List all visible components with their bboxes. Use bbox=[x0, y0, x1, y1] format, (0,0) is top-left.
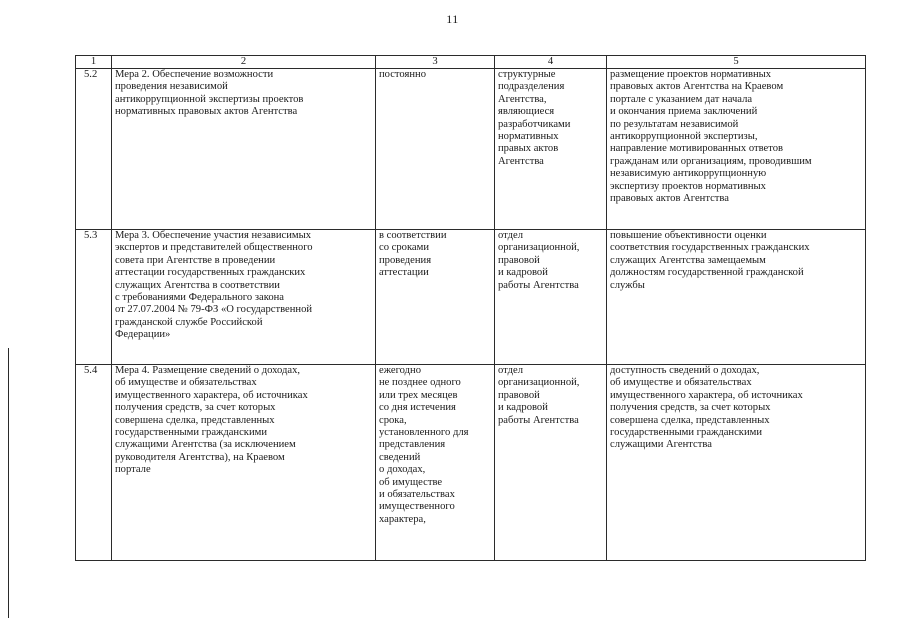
table-row bbox=[76, 365, 866, 561]
table-row bbox=[76, 230, 866, 365]
row-number: 5.3 bbox=[76, 230, 112, 365]
term-cell: постоянно bbox=[376, 69, 495, 230]
result-cell: повышение объективности оценки соответствия государственных гражданских служащих Агентства замещаемым должностям государственной гражданской службы bbox=[607, 230, 866, 365]
scan-margin-line bbox=[8, 348, 9, 618]
responsible-cell: отдел организационной, правовой и кадровой работы Агентства bbox=[495, 230, 607, 365]
responsible-cell: структурные подразделения Агентства, являющиеся разработчиками нормативных правых актов Агентства bbox=[495, 69, 607, 230]
term-cell: в соответствии со сроками проведения аттестации bbox=[376, 230, 495, 365]
row-number: 5.4 bbox=[76, 365, 112, 561]
header-row bbox=[76, 56, 866, 69]
result-cell: доступность сведений о доходах, об имуществе и обязательствах имущественного характера, об источниках получения средств, за счет которых совершена сделка, представленных государственными гражданскими служащими Агентства bbox=[607, 365, 866, 561]
responsible-cell: отдел организационной, правовой и кадровой работы Агентства bbox=[495, 365, 607, 561]
result-cell: размещение проектов нормативных правовых актов Агентства на Краевом портале с указанием дат начала и окончания приема заключений по результатам независимой антикоррупционной экспертизы, направление мотивированных ответов гражданам или организациям, проводившим независимую антикоррупционную экспертизу проектов нормативных правовых актов Агентства bbox=[607, 69, 866, 230]
term-cell: ежегодно не позднее одного или трех месяцев со дня истечения срока, установленного для представления сведений о доходах, об имуществе и обязательствах имущественного характера, bbox=[376, 365, 495, 561]
header-col-4: 4 bbox=[495, 56, 607, 69]
table-row bbox=[76, 69, 866, 230]
header-col-1: 1 bbox=[76, 56, 112, 69]
measure-cell: Мера 3. Обеспечение участия независимых экспертов и представителей общественного совета при Агентстве в проведении аттестации государственных гражданских служащих Агентства в соответствии с требованиями Федерального закона от 27.07.2004 № 79-ФЗ «О государственной гражданской службе Российской Федерации» bbox=[112, 230, 376, 365]
measure-cell: Мера 4. Размещение сведений о доходах, об имуществе и обязательствах имущественного характера, об источниках получения средств, за счет которых совершена сделка, представленных государственными гражданскими служащими Агентства (за исключением руководителя Агентства), на Краевом портале bbox=[112, 365, 376, 561]
header-col-2: 2 bbox=[112, 56, 376, 69]
header-col-5: 5 bbox=[607, 56, 866, 69]
measures-table bbox=[75, 55, 866, 561]
measure-cell: Мера 2. Обеспечение возможности проведения независимой антикоррупционной экспертизы проектов нормативных правовых актов Агентства bbox=[112, 69, 376, 230]
header-col-3: 3 bbox=[376, 56, 495, 69]
row-number: 5.2 bbox=[76, 69, 112, 230]
page-number: 11 bbox=[446, 12, 459, 26]
